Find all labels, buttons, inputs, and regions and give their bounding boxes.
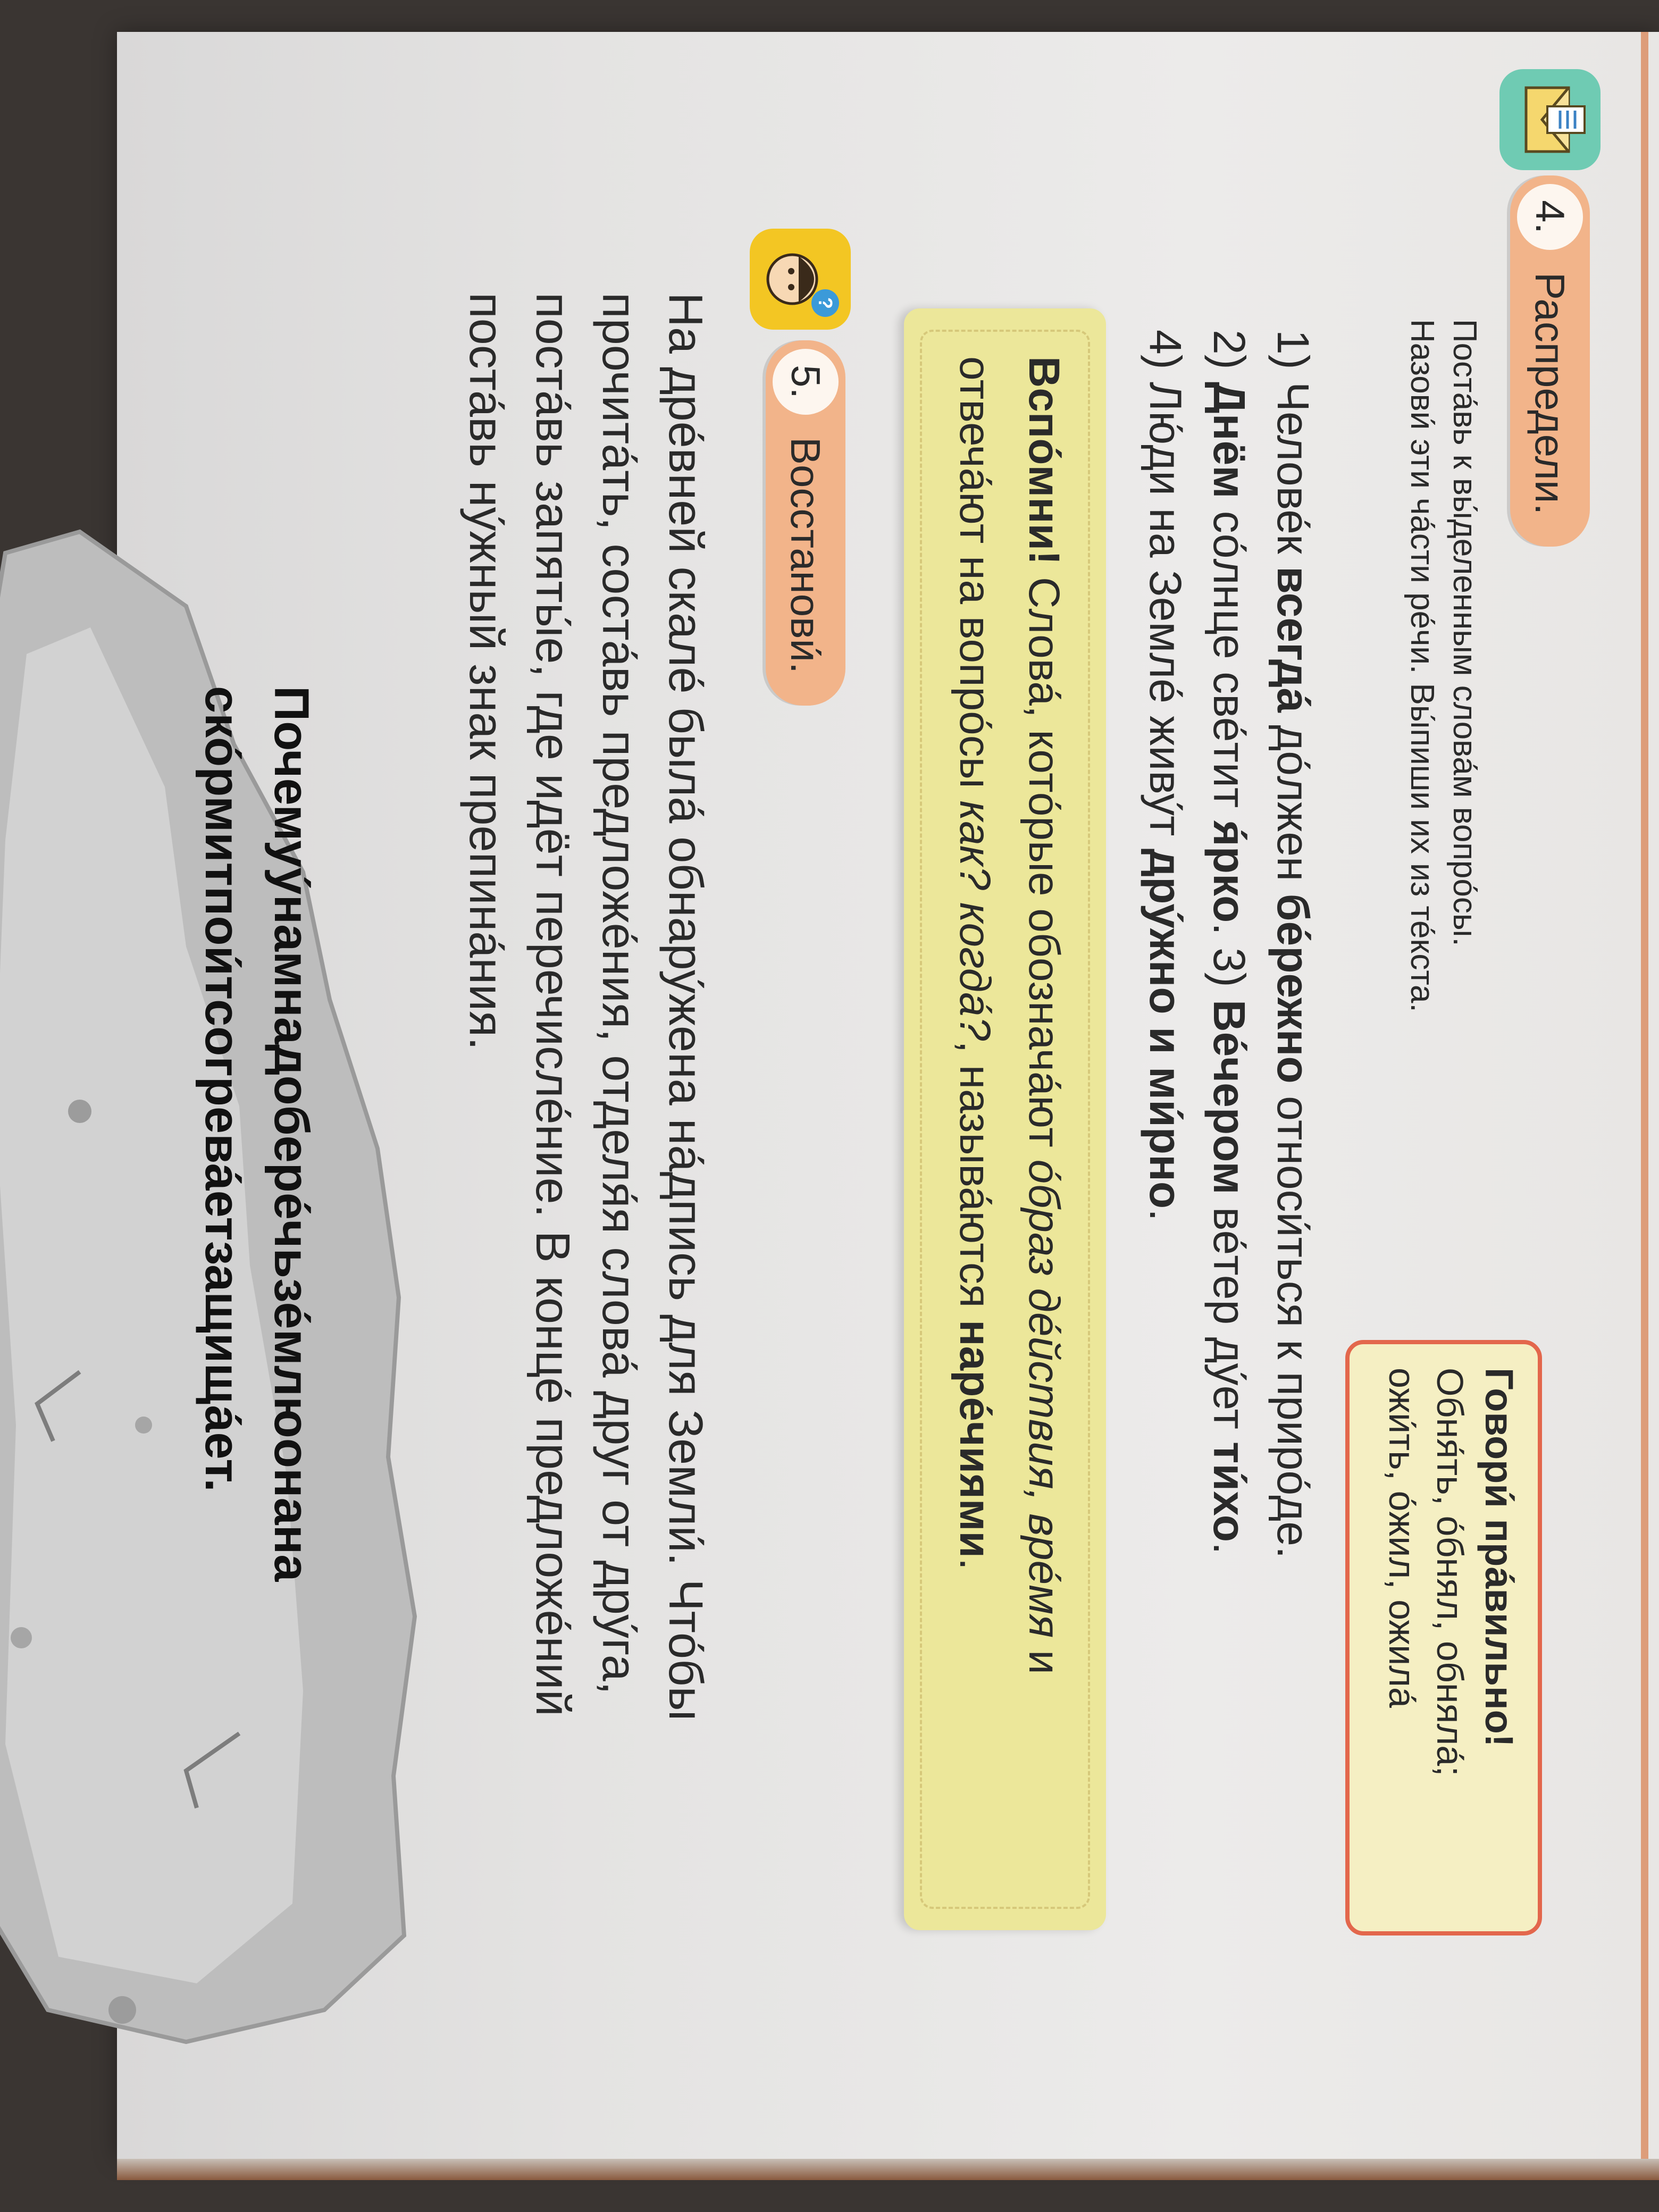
task5-paragraph-line-2: прочита́ть, соста́вь предложе́ния, отделя́я слова́ друг от дру́га, [592, 292, 646, 1695]
sentence-1 [1267, 330, 1319, 1559]
sentence-1-text: до́лжен [1268, 712, 1318, 894]
remember-text: Слова́, кото́рые обознача́ют [1020, 565, 1068, 1160]
question-boy-icon [750, 229, 851, 330]
task4-instruction-2: Назови́ эти ча́сти ре́чи. Вы́пиши их из те́кста. [1404, 319, 1440, 1012]
sentence-text: ве́тер ду́ет [1204, 1194, 1254, 1442]
envelope-icon [1499, 69, 1601, 170]
remember-line-1 [1019, 356, 1069, 1674]
speak-line-2: ожи́ть, о́жил, ожила́ [1381, 1368, 1423, 1708]
sentence-1-text: относи́ться к приро́де. [1268, 1083, 1318, 1559]
highlighted-word-brightly: я́рко [1204, 820, 1254, 923]
highlighted-word-always: всегда́ [1268, 566, 1318, 713]
sentence-text: . 3) [1204, 923, 1254, 1000]
sentence-4-text: . [1141, 1209, 1191, 1221]
sentence-4-text: 4) Лю́ди на Земле́ живу́т [1141, 330, 1191, 849]
sentence-4 [1139, 330, 1191, 1221]
remember-line-2 [950, 356, 1000, 1570]
highlighted-word-by-day: Днём [1204, 382, 1254, 499]
remember-text: , называ́ются [951, 1041, 999, 1320]
svg-text:?: ? [815, 297, 836, 309]
task5-paragraph-line-1: На дре́вней скале́ была́ обнару́жена на́дпись для Земли́. Что́бы [659, 292, 712, 1721]
remember-rule-box [904, 308, 1106, 1930]
speak-line-1: Обня́ть, о́бнял, обняла́; [1429, 1368, 1471, 1777]
highlighted-word-in-evening: Ве́чером [1204, 999, 1254, 1195]
rock-inscription-line-1: Почемуу́намнадобере́чьзе́млюонана [264, 686, 319, 1582]
page-edge [117, 2159, 1659, 2180]
sentence-text: 2) [1204, 330, 1254, 382]
highlighted-words-friendly-peacefully: дру́жно и ми́рно [1141, 848, 1191, 1209]
textbook-page [117, 32, 1659, 2159]
task4-label [1510, 175, 1590, 547]
highlighted-word-carefully: бе́режно [1268, 893, 1318, 1084]
task5-label [766, 340, 845, 706]
task5-title: Восстанови́. [782, 437, 830, 674]
remember-text: отвеча́ют на вопро́сы [951, 356, 999, 801]
sentence-2-3 [1203, 330, 1255, 1554]
remember-questions: как? когда́? [951, 800, 999, 1041]
speak-title: Говори́ пра́вильно! [1477, 1368, 1521, 1747]
highlighted-word-quietly: ти́хо [1204, 1442, 1254, 1543]
remember-italic: о́браз де́йствия, вре́мя [1020, 1159, 1068, 1638]
task4-title: Распредели. [1527, 272, 1574, 515]
task5-number: 5. [769, 346, 842, 418]
remember-text: . [951, 1557, 999, 1570]
task4-instruction-1: Поста́вь к вы́деленным слова́м вопро́сы. [1446, 319, 1483, 946]
question-boy-icon-box [750, 229, 851, 330]
envelope-icon-box [1499, 69, 1601, 170]
sentence-text: . [1204, 1542, 1254, 1555]
rock-inscription-line-2: ско́рмитпои́тсогрева́етзащища́ет. [195, 686, 249, 1492]
sentence-text: со́лнце све́тит [1204, 498, 1254, 820]
page-top-stripe [1641, 32, 1648, 2159]
remember-lead: Вспо́мни! [1020, 356, 1068, 565]
remember-text: и [1020, 1638, 1068, 1674]
speak-correctly-box [1345, 1340, 1542, 1936]
task5-paragraph-line-4: поста́вь ну́жный знак препина́ния. [459, 292, 513, 1051]
task4-number: 4. [1514, 181, 1586, 253]
sentence-1-text: 1) Челове́к [1268, 330, 1318, 567]
remember-term-adverbs: наре́чиями [951, 1320, 999, 1558]
task5-paragraph-line-3: поста́вь запяты́е, где идёт перечисле́ние. В конце́ предложе́ний [526, 292, 579, 1716]
